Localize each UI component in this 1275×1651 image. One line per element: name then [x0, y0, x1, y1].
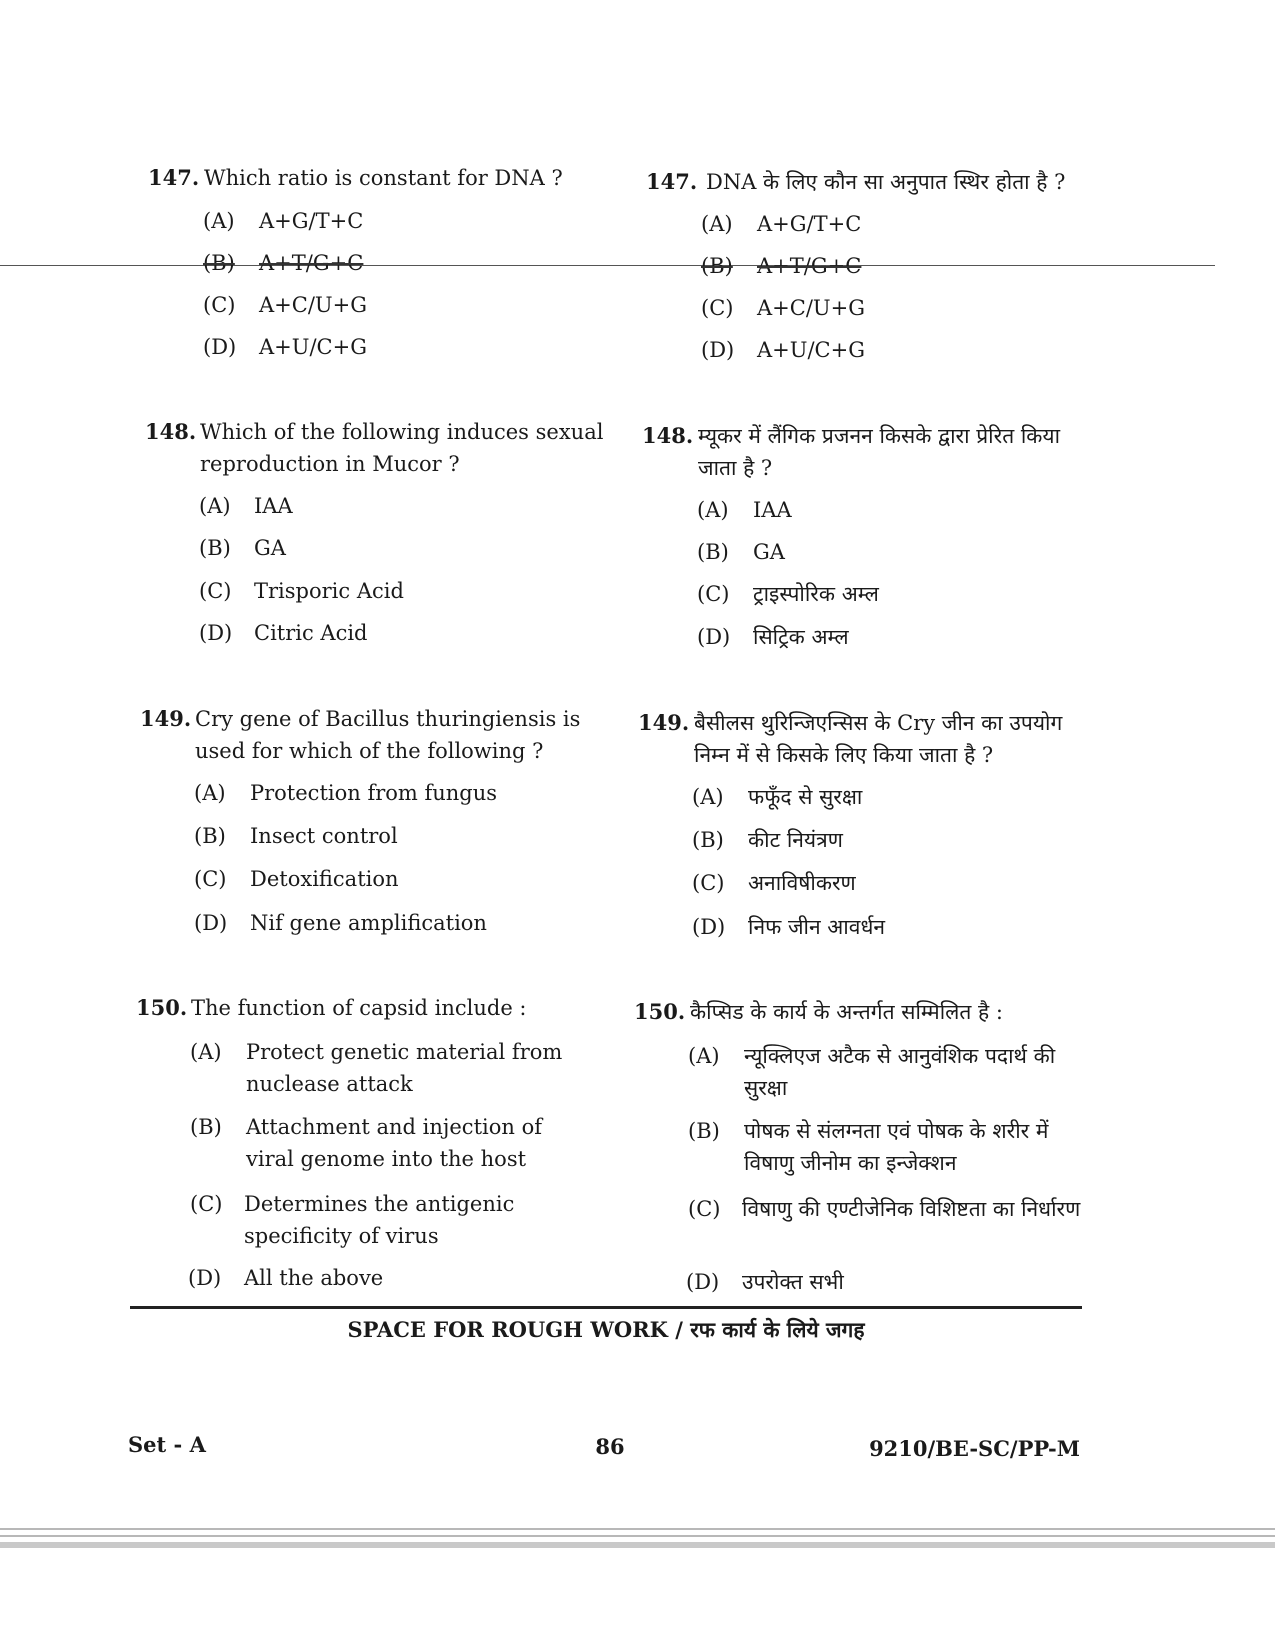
option-148-a-en — [199, 490, 599, 522]
option-text: GA — [254, 536, 286, 560]
option-text: A+T/G+C — [259, 251, 364, 275]
option-text: उपरोक्त सभी — [742, 1270, 844, 1294]
option-149-c-en — [194, 863, 594, 895]
option-150-d-en — [188, 1262, 588, 1294]
option-letter: (A) — [194, 781, 226, 805]
option-text: न्यूक्लिएज अटैक से आनुवंशिक पदार्थ की सुरक्षा — [744, 1044, 1056, 1100]
option-letter: (C) — [203, 293, 236, 317]
option-letter: (B) — [692, 828, 724, 852]
option-149-d-en — [194, 907, 594, 939]
question-number: 150. — [634, 999, 686, 1024]
option-147-b-hi — [701, 250, 1101, 282]
question-147-hi — [646, 166, 1116, 198]
option-letter: (C) — [199, 579, 232, 603]
option-text: अनाविषीकरण — [748, 871, 856, 895]
question-150-hi-stem — [634, 996, 1104, 1028]
question-text: Cry gene of Bacillus thuringiensis is used for which of the following ? — [195, 707, 581, 763]
page-number: 86 — [595, 1434, 625, 1459]
question-147-hi-stem — [646, 166, 1116, 198]
question-text: बैसीलस थुरिन्जिएन्सिस के Cry जीन का उपयोग निम्न में से किसके लिए किया जाता है ? — [694, 711, 1063, 767]
option-text: Insect control — [250, 824, 398, 848]
question-number: 148. — [145, 419, 197, 444]
question-150-en — [136, 992, 606, 1024]
option-letter: (B) — [697, 540, 729, 564]
question-text: म्यूकर में लैंगिक प्रजनन किसके द्वारा प्रेरित किया जाता है ? — [698, 424, 1061, 480]
option-text: सिट्रिक अम्ल — [753, 625, 849, 649]
question-text: कैप्सिड के कार्य के अन्तर्गत सम्मिलित है : — [690, 1000, 1003, 1024]
option-text: A+U/C+G — [757, 338, 865, 362]
option-text: Determines the antigenic specificity of virus — [244, 1192, 515, 1248]
option-148-b-hi — [697, 536, 1097, 568]
option-letter: (C) — [697, 582, 730, 606]
option-text: A+C/U+G — [259, 293, 367, 317]
option-149-b-en — [194, 820, 594, 852]
option-letter: (A) — [688, 1044, 720, 1068]
option-text: ट्राइस्पोरिक अम्ल — [753, 582, 879, 606]
option-letter: (D) — [188, 1266, 222, 1290]
question-text: The function of capsid include : — [191, 996, 527, 1020]
option-text: Protect genetic material from nuclease attack — [246, 1040, 563, 1096]
option-letter: (B) — [199, 536, 231, 560]
question-147-en-stem — [148, 162, 618, 194]
question-number: 149. — [638, 710, 690, 735]
option-letter: (D) — [697, 625, 731, 649]
option-letter: (B) — [688, 1119, 720, 1143]
option-letter: (B) — [190, 1115, 222, 1139]
question-149-hi-stem — [638, 707, 1103, 771]
question-150-en-stem — [136, 992, 606, 1024]
option-148-a-hi — [697, 494, 1097, 526]
option-text: Detoxification — [250, 867, 399, 891]
option-149-c-hi — [692, 867, 1092, 899]
option-letter: (B) — [194, 824, 226, 848]
option-letter: (A) — [701, 212, 733, 236]
option-letter: (C) — [194, 867, 227, 891]
option-147-b-en — [203, 247, 603, 279]
set-label: Set - A — [128, 1432, 206, 1457]
option-text: All the above — [244, 1266, 384, 1290]
option-149-a-en — [194, 777, 594, 809]
question-number: 148. — [642, 423, 694, 448]
question-number: 149. — [140, 706, 192, 731]
option-letter: (D) — [203, 335, 237, 359]
option-letter: (C) — [688, 1197, 721, 1221]
option-text: A+T/G+C — [757, 254, 862, 278]
option-148-c-en — [199, 575, 599, 607]
option-text: कीट नियंत्रण — [748, 828, 843, 852]
option-149-a-hi — [692, 781, 1092, 813]
option-147-c-hi — [701, 292, 1101, 324]
option-text: निफ जीन आवर्धन — [748, 915, 886, 939]
option-letter: (D) — [692, 915, 726, 939]
option-text: Trisporic Acid — [254, 579, 404, 603]
option-letter: (C) — [701, 296, 734, 320]
question-number: 147. — [646, 169, 698, 194]
option-147-a-en — [203, 205, 603, 237]
scan-edge-band — [0, 1542, 1275, 1548]
option-text: Protection from fungus — [250, 781, 498, 805]
option-letter: (C) — [190, 1192, 223, 1216]
option-text: विषाणु की एण्टीजेनिक विशिष्टता का निर्धारण — [742, 1197, 1081, 1221]
option-letter: (A) — [692, 785, 724, 809]
option-text: IAA — [254, 494, 293, 518]
question-149-en — [140, 703, 605, 767]
question-148-en-stem — [145, 416, 605, 480]
scan-edge-band — [0, 1535, 1275, 1537]
rough-work-divider — [130, 1306, 1082, 1309]
option-text: Citric Acid — [254, 621, 368, 645]
option-147-a-hi — [701, 208, 1101, 240]
question-148-hi — [642, 420, 1102, 484]
option-text: Attachment and injection of viral genome into the host — [246, 1115, 542, 1171]
option-letter: (A) — [203, 209, 235, 233]
question-148-en — [145, 416, 605, 480]
question-149-en-stem — [140, 703, 605, 767]
option-150-a-hi — [688, 1040, 1088, 1104]
option-150-d-hi — [686, 1266, 1086, 1298]
option-letter: (A) — [199, 494, 231, 518]
question-150-hi — [634, 996, 1104, 1028]
question-text: Which of the following induces sexual reproduction in Mucor ? — [200, 420, 604, 476]
option-150-a-en — [190, 1036, 590, 1100]
option-text: A+G/T+C — [259, 209, 364, 233]
option-text: IAA — [753, 498, 792, 522]
question-149-hi — [638, 707, 1103, 771]
option-text: GA — [753, 540, 785, 564]
option-letter: (B) — [701, 254, 733, 278]
option-147-d-en — [203, 331, 603, 363]
question-number: 150. — [136, 995, 188, 1020]
question-number: 147. — [148, 165, 200, 190]
option-147-c-en — [203, 289, 603, 321]
option-letter: (D) — [701, 338, 735, 362]
option-149-d-hi — [692, 911, 1092, 943]
option-148-d-hi — [697, 621, 1097, 653]
option-letter: (B) — [203, 251, 235, 275]
question-text: Which ratio is constant for DNA ? — [204, 166, 563, 190]
option-letter: (A) — [190, 1040, 222, 1064]
option-text: पोषक से संलग्नता एवं पोषक के शरीर में विषाणु जीनोम का इन्जेक्शन — [744, 1119, 1049, 1175]
option-letter: (A) — [697, 498, 729, 522]
option-text: फफूँद से सुरक्षा — [748, 785, 863, 809]
option-148-d-en — [199, 617, 599, 649]
option-text: A+C/U+G — [757, 296, 865, 320]
option-147-d-hi — [701, 334, 1101, 366]
scan-edge-band — [0, 1528, 1275, 1530]
option-148-c-hi — [697, 578, 1097, 610]
option-letter: (D) — [194, 911, 228, 935]
question-147-en — [148, 162, 618, 194]
option-150-b-hi — [688, 1115, 1088, 1179]
option-text: A+U/C+G — [259, 335, 367, 359]
option-text: A+G/T+C — [757, 212, 862, 236]
option-letter: (C) — [692, 871, 725, 895]
question-text: DNA के लिए कौन सा अनुपात स्थिर होता है ? — [706, 170, 1066, 194]
option-150-b-en — [190, 1111, 590, 1175]
option-150-c-hi — [688, 1193, 1093, 1225]
option-text: Nif gene amplification — [250, 911, 487, 935]
option-148-b-en — [199, 532, 599, 564]
option-letter: (D) — [199, 621, 233, 645]
option-letter: (D) — [686, 1270, 720, 1294]
option-150-c-en — [190, 1188, 595, 1252]
rough-work-label: SPACE FOR ROUGH WORK / रफ कार्य के लिये जगह — [347, 1317, 865, 1342]
question-148-hi-stem — [642, 420, 1102, 484]
option-149-b-hi — [692, 824, 1092, 856]
paper-code: 9210/BE-SC/PP-M — [869, 1436, 1080, 1461]
